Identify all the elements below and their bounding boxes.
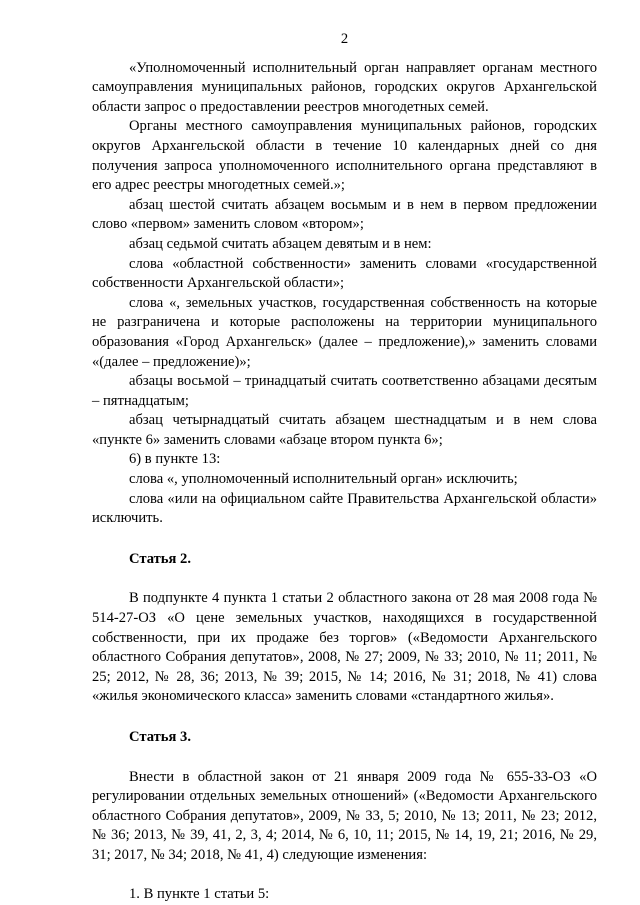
paragraph-sixth-to-eighth: абзац шестой считать абзацем восьмым и в нем в первом предложении слово «первом» заменить словом «втором»; [92, 196, 597, 233]
paragraph-renumber-8-13: абзацы восьмой – тринадцатый считать соответственно абзацами десятым – пятнадцатым; [92, 373, 597, 409]
paragraph-quote-request: «Уполномоченный исполнительный орган направляет органам местного самоуправления муниципальных районов, городских округов Архангельской области запрос о предоставлении реестров многодетных семей. [92, 59, 597, 115]
paragraph-seventh-to-ninth: абзац седьмой считать абзацем девятым и в нем: [129, 235, 432, 252]
paragraph-quote-registers: Органы местного самоуправления муниципальных районов, городских округов Архангельской области в течение 10 календарных дней со дня получения запроса уполномоченного исполнительного органа представляют в его адрес реестры многодетных семей.»; [92, 118, 597, 194]
paragraph-land-plots: слова «, земельных участков, государственная собственность на которые не разграничена и которые расположены на территории муниципального образования «Город Архангельск» (далее – предложение),» заменить словами «(далее – предложение)»; [92, 294, 597, 370]
page-number: 2 [340, 31, 349, 47]
paragraph-regional-property: слова «областной собственности» заменить словами «государственной собственности Архангельской области»; [92, 255, 597, 292]
article-2-text: В подпункте 4 пункта 1 статьи 2 областного закона от 28 мая 2008 года № 514-27-ОЗ «О цене земельных участков, находящихся в государственной собственности, при их продаже без торгов» («Ведомости Архангельского областного Собрания депутатов», 2008, № 27; 2009, № 33; 2010, № 11; 2011, № 25; 2012, № 28, 36; 2013, № 39; 2015, № 14; 2016, № 31; 2018, № 41) слова «жилья экономического класса» заменить словами «стандартного жилья». [92, 590, 597, 705]
paragraph-exclude-website: слова «или на официальном сайте Правительства Архангельской области» исключить. [92, 490, 597, 527]
article-3-heading: Статья 3. [129, 729, 191, 745]
article-3-item-1: 1. В пункте 1 статьи 5: [129, 885, 270, 902]
paragraph-fourteenth: абзац четырнадцатый считать абзацем шестнадцатым и в нем слова «пункте 6» заменить словами «абзаце втором пункта 6»; [92, 412, 597, 448]
article-2-heading: Статья 2. [129, 550, 191, 567]
paragraph-exclude-authority: слова «, уполномоченный исполнительный орган» исключить; [129, 471, 518, 488]
article-3-text: Внести в областной закон от 21 января 2009 года № 655-33-ОЗ «О регулировании отдельных земельных отношений» («Ведомости Архангельского областного Собрания депутатов», 2009, № 33, 5; 2010, № 13; 2011, № 23; 2012, № 36; 2013, № 39, 41, 2, 3, 4; 2014, № 6, 10, 11; 2015, № 14, 19, 21; 2016, № 29, 31; 2017, № 34; 2018, № 41, 4) следующие изменения: [92, 768, 597, 863]
paragraph-item-6-point-13: 6) в пункте 13: [129, 451, 221, 468]
document-page [92, 30, 597, 904]
